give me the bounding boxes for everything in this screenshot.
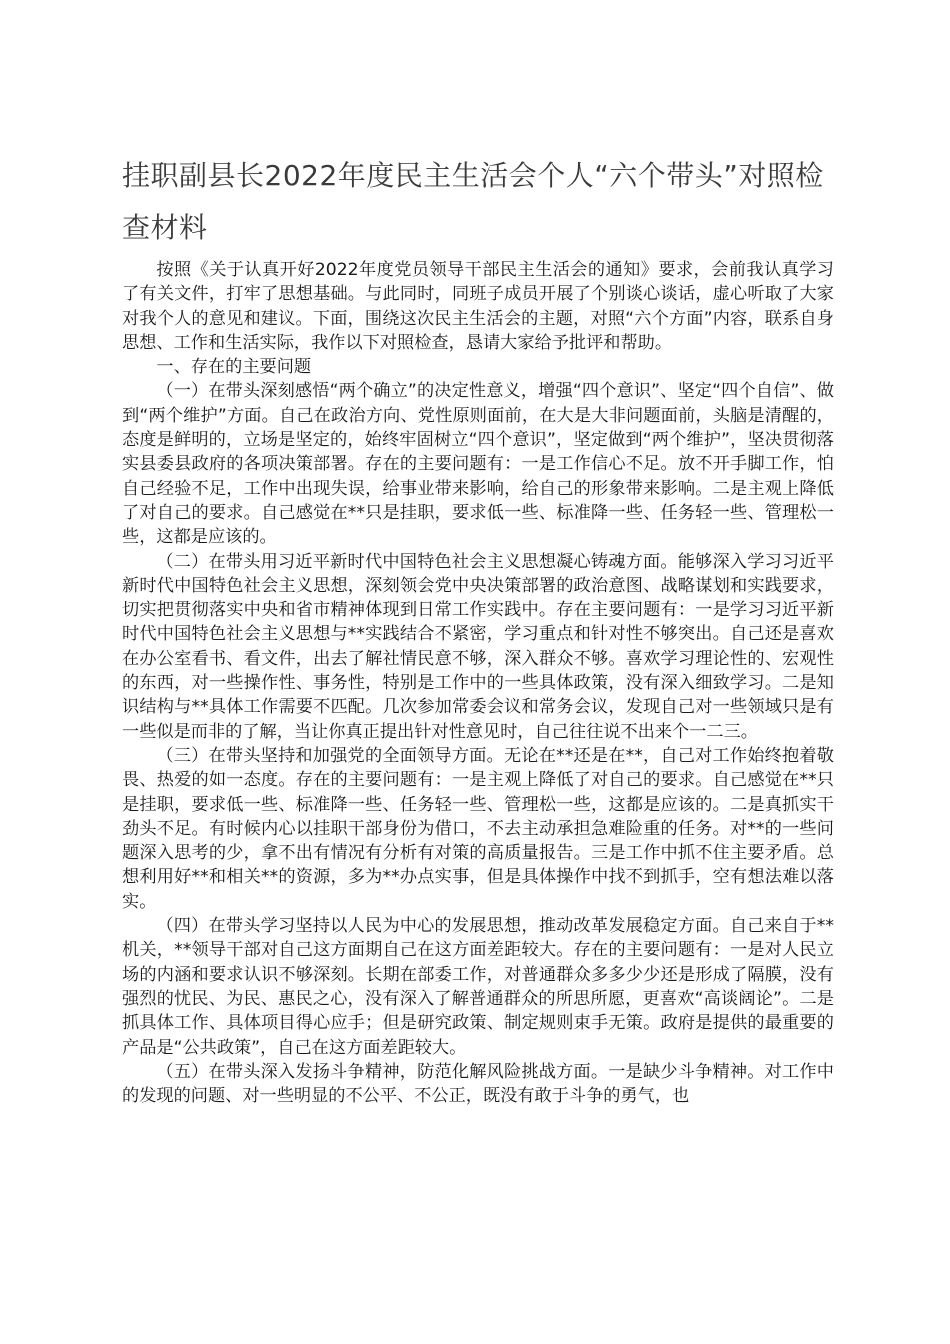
item-3-paragraph: （三）在带头坚持和加强党的全面领导方面。无论在**还是在**，自己对工作始终抱着敬畏、热爱的如一态度。存在的主要问题有：一是主观上降低了对自己的要求。自己感觉在**只是挂职，要求低一些、标准降一些、任务轻一些、管理松一些，这都是应该的。二是真抓实干劲头不足。有时候内心以挂职干部身份为借口，不去主动承担急难险重的任务。对**的一些问题深入思考的少，拿不出有情况有分析有对策的高质量报告。三是工作中抓不住主要矛盾。总想利用好**和相关**的资源，多为**办点实事，但是具体操作中找不到抓手，空有想法难以落实。 — [122, 745, 834, 912]
item-4-paragraph: （四）在带头学习坚持以人民为中心的发展思想，推动改革发展稳定方面。自己来自于**机关，**领导干部对自己这方面期自己在这方面差距较大。存在的主要问题有：一是对人民立场的内涵和要求认识不够深刻。长期在部委工作，对普通群众多多少少还是形成了隔膜，没有强烈的忧民、为民、惠民之心，没有深入了解普通群众的所思所愿，更喜欢“高谈阔论”。二是抓具体工作、具体项目得心应手；但是研究政策、制定规则束手无策。政府是提供的最重要的产品是“公共政策”，自己在这方面差距较大。 — [122, 916, 834, 1058]
section-heading: 一、存在的主要问题 — [156, 357, 312, 378]
item-1-paragraph: （一）在带头深刻感悟“两个确立”的决定性意义，增强“四个意识”、坚定“四个自信”、做到“两个维护”方面。自己在政治方向、党性原则面前，在大是大非问题面前，头脑是清醒的，态度是鲜明的，立场是坚定的，始终牢固树立“四个意识”，坚定做到“两个维护”，坚决贯彻落实县委县政府的各项决策部署。存在的主要问题有：一是工作信心不足。放不开手脚工作，怕自己经验不足，工作中出现失误，给事业带来影响，给自己的形象带来影响。二是主观上降低了对自己的要求。自己感觉在**只是挂职，要求低一些、标准降一些、任务轻一些、管理松一些，这都是应该的。 — [122, 381, 834, 548]
item-5-paragraph: （五）在带头深入发扬斗争精神，防范化解风险挑战方面。一是缺少斗争精神。对工作中的发现的问题、对一些明显的不公平、不公正，既没有敢于斗争的勇气，也 — [122, 1061, 834, 1107]
document-title: 挂职副县长2022年度民主生活会个人“六个带头”对照检查材料 — [122, 159, 824, 244]
item-2-paragraph: （二）在带头用习近平新时代中国特色社会主义思想凝心铸魂方面。能够深入学习习近平新时代中国特色社会主义思想，深刻领会党中央决策部署的政治意图、战略谋划和实践要求，切实把贯彻落实中央和省市精神体现到日常工作实践中。存在主要问题有：一是学习习近平新时代中国特色社会主义思想与**实践结合不紧密，学习重点和针对性不够突出。自己还是喜欢在办公室看书、看文件，出去了解社情民意不够，深入群众不够。喜欢学习理论性的、宏观性的东西，对一些操作性、事务性，特别是工作中的一些具体政策，没有深入细致学习。二是知识结构与**具体工作需要不匹配。几次参加常委会议和常务会议，发现自己对一些领域只是有一些似是而非的了解，当让你真正提出针对性意见时，自己往往说不出来个一二三。 — [122, 551, 834, 742]
document-body — [122, 258, 834, 1108]
intro-paragraph: 按照《关于认真开好2022年度党员领导干部民主生活会的通知》要求，会前我认真学习了有关文件，打牢了思想基础。与此同时，同班子成员开展了个别谈心谈话，虚心听取了大家对我个人的意见和建议。下面，围绕这次民主生活会的主题，对照“六个方面”内容，联系自身思想、工作和生活实际，我作以下对照检查，恳请大家给予批评和帮助。 — [122, 260, 834, 353]
